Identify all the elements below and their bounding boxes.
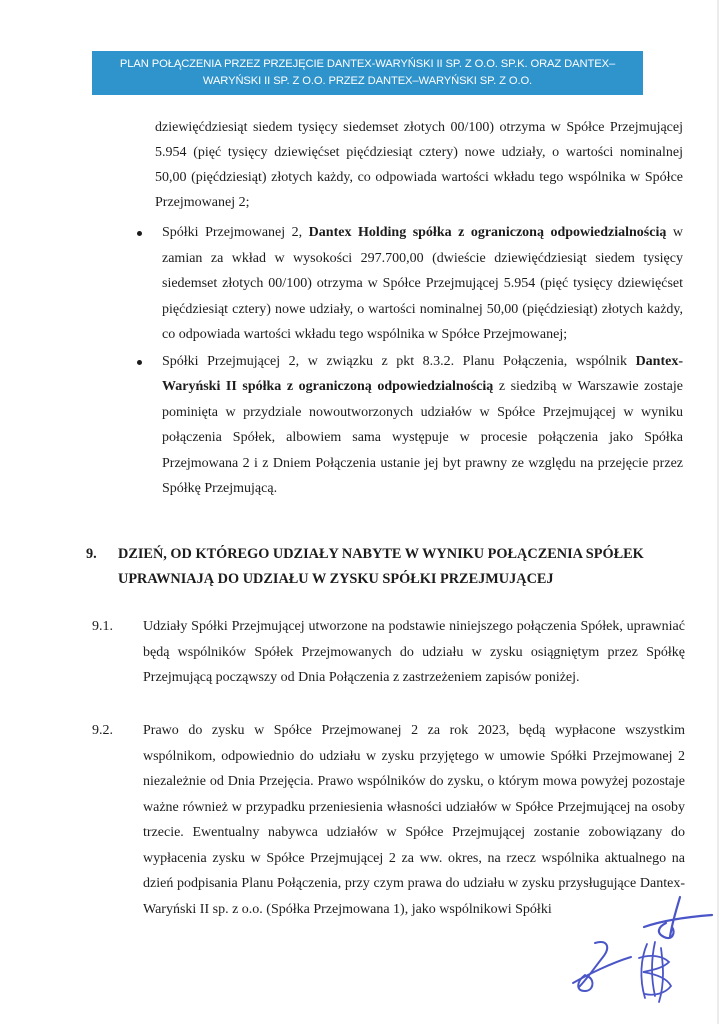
shareholder-bullet-list (130, 220, 683, 503)
document-header-banner (92, 51, 643, 95)
bullet-icon (137, 360, 142, 365)
bullet-text-pre: Spółki Przejmowanej 2, (162, 225, 309, 240)
bullet-text-post: z siedzibą w Warszawie zostaje pominięta w przydziale nowoutworzonych udziałów w Spółce Przejmującej w wyniku połączenia Spółek, albowiem sama występuje w procesie połączenia jako Spółka Przejmowana 2 i z Dniem Połączenia ustanie jej byt prawny ze względu na przejęcie przez Spółkę Przejmującą. (162, 379, 683, 496)
bullet-item (130, 349, 683, 502)
clause-number: 9.1. (92, 619, 113, 634)
banner-line-1: PLAN POŁĄCZENIA PRZEZ PRZEJĘCIE DANTEX-WARYŃSKI II SP. Z O.O. SP.K. ORAZ DANTEX– (119, 58, 616, 70)
page-edge (717, 0, 719, 1024)
bullet-icon (137, 231, 142, 236)
signature-3-icon (633, 938, 678, 1008)
clause-number: 9.2. (92, 723, 113, 738)
bullet-item (130, 220, 683, 348)
bullet-text-post: w zamian za wkład w wysokości 297.700,00 (dwieście dziewięćdziesiąt siedem tysięcy siedemset złotych 00/100) otrzyma w Spółce Przejmującej 5.954 (pięć tysięcy dziewięćset pięćdziesiąt cztery) nowe udziały, o wartości nominalnej 50,00 (pięćdziesiąt) złotych każdy, co odpowiada wartości wkładu tego wspólnika w Spółce Przejmowanej; (162, 225, 683, 342)
bullet-company-name: Dantex-Waryński II spółka z ograniczoną odpowiedzialnością (162, 353, 683, 394)
bullet-company-name: Dantex Holding spółka z ograniczoną odpowiedzialnością (308, 225, 667, 240)
clause-text: Prawo do zysku w Spółce Przejmowanej 2 za rok 2023, będą wypłacone wszystkim wspólnikom, odpowiednio do udziału w zysku przyjętego w umowie Spółki Przejmowanej 2 niezależnie od Dnia Przejęcia. Prawo wspólników do zysku, o którym mowa powyżej pozostaje ważne również w przypadku przeniesienia własności udziałów w Spółce Przejmującej na osoby trzecie. Ewentualny nabywca udziałów w Spółce Przejmującej zostanie zobowiązany do wypłacenia zysku w Spółce Przejmującej 2 za ww. okres, na rzecz wspólnika aktualnego na dzień podpisania Planu Połączenia, przy czym prawa do udziału w zysku przysługujące Dantex-Waryński II sp. z o.o. (Spółka Przejmowana 1), jako wspólnikowi Spółki (143, 723, 685, 917)
signature-2-icon (567, 935, 637, 1005)
bullet-text-pre: Spółki Przejmującej 2, w związku z pkt 8.3.2. Planu Połączenia, wspólnik (162, 353, 636, 369)
section-title: DZIEŃ, OD KTÓREGO UDZIAŁY NABYTE W WYNIKU POŁĄCZENIA SPÓŁEK UPRAWNIAJĄ DO UDZIAŁU W ZYSKU SPÓŁKI PRZEJMUJĄCEJ (118, 546, 644, 587)
continuation-paragraph: dziewięćdziesiąt siedem tysięcy siedemset złotych 00/100) otrzyma w Spółce Przejmującej 5.954 (pięć tysięcy dziewięćset pięćdziesiąt cztery) nowe udziały, o wartości nominalnej 50,00 (pięćdziesiąt) złotych każdy, co odpowiada wartości wkładu tego wspólnika w Spółce Przejmowanej 2; (155, 120, 683, 210)
section-number: 9. (86, 546, 97, 562)
banner-line-2: WARYŃSKI II SP. Z O.O. PRZEZ DANTEX–WARYŃSKI SP. Z O.O. (202, 75, 533, 87)
clause-text: Udziały Spółki Przejmującej utworzone na podstawie niniejszego połączenia Spółek, uprawniać będą wspólników Spółek Przejmowanych do udziału w zysku osiągniętym przez Spółkę Przejmującą począwszy od Dnia Połączenia z zastrzeżeniem zapisów poniżej. (143, 619, 685, 685)
